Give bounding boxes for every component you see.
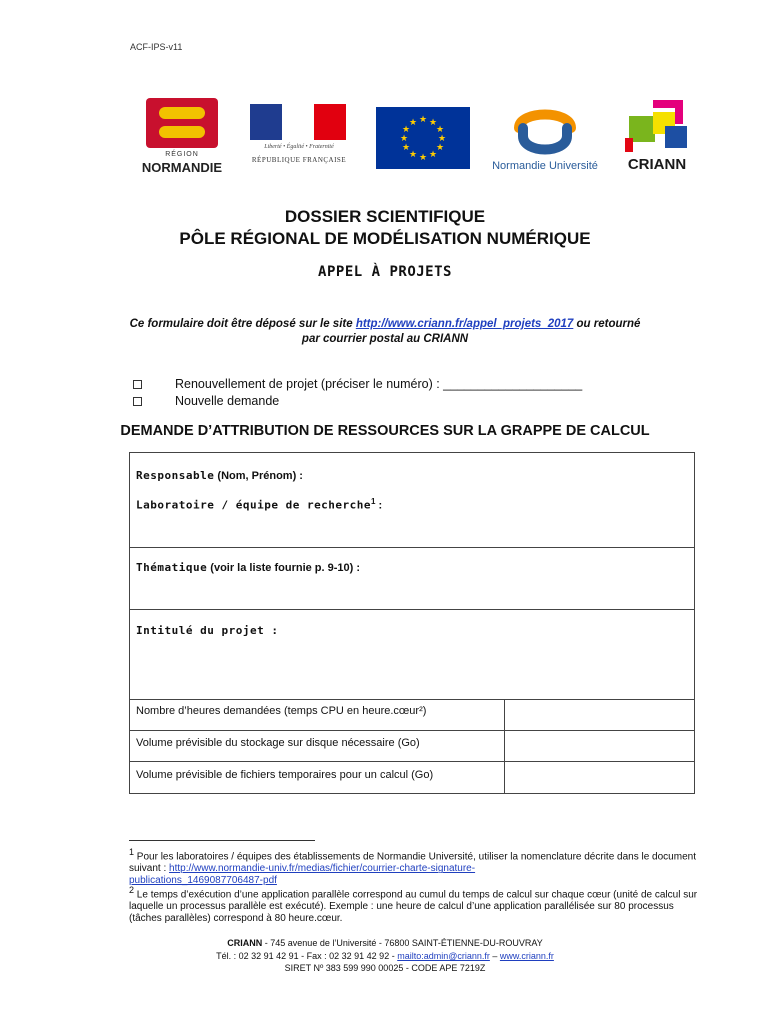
intro-text-after: ou retourné [573, 318, 641, 330]
footer-address: CRIANN - 745 avenue de l’Université - 76800 SAINT-ÉTIENNE-DU-ROUVRAY [227, 938, 543, 948]
fichiers-temporaires-label: Volume prévisible de fichiers temporaires pour un calcul (Go) [136, 769, 434, 781]
responsable-section[interactable] [130, 453, 694, 547]
republique-name: RÉPUBLIQUE FRANÇAISE [251, 156, 347, 164]
footer-web-link[interactable]: www.criann.fr [499, 951, 554, 961]
republique-motto: Liberté • Égalité • Fraternité [264, 144, 334, 150]
nouvelle-demande-checkbox[interactable] [133, 397, 142, 406]
fichiers-temporaires-field[interactable] [505, 762, 694, 793]
normandie-name-label: NORMANDIE [141, 160, 223, 175]
document-subtitle: PÔLE RÉGIONAL DE MODÉLISATION NUMÉRIQUE [179, 229, 591, 248]
intro-line-2: par courrier postal au CRIANN [301, 333, 469, 345]
stockage-label: Volume prévisible du stockage sur disque nécessaire (Go) [136, 737, 420, 749]
criann-label: CRIANN [627, 156, 687, 173]
republique-francaise-logo [246, 104, 352, 174]
call-for-projects-title: APPEL À PROJETS [318, 264, 452, 280]
footnote-1: $^1$ Pour les laboratoires / équipes des établissements de Normandie Université, utiliser la nomenclature décrite dans le document suivant : http://www.normandie-univ.fr/medias/fichier/courrier-charte-signature- publications_1469087706487-pdf [129, 847, 696, 887]
request-form [129, 452, 695, 794]
nouvelle-demande-label: Nouvelle demande [175, 394, 280, 408]
document-title: DOSSIER SCIENTIFIQUE [284, 207, 486, 226]
heures-cpu-label: Nombre d’heures demandées (temps CPU en heure.cœur²) [136, 705, 427, 717]
criann-mark-icon [619, 98, 695, 154]
intro-text: Ce formulaire doit être déposé sur le site [129, 318, 356, 330]
footer-mail-link[interactable]: mailto:admin@criann.fr [397, 951, 490, 961]
laboratoire-label: Laboratoire / équipe de recherche$^1$ : [136, 497, 383, 512]
normandie-region-label: RÉGION [165, 151, 199, 158]
nomenclature-link[interactable]: http://www.normandie-univ.fr/medias/fichier/courrier-charte-signature- publications_1469087706487-pdf [129, 863, 476, 887]
renouvellement-checkbox[interactable] [133, 380, 142, 389]
footer-siret: SIRET Nº 383 599 990 00025 - CODE APE 7219Z [284, 963, 486, 973]
footnote-rule [129, 840, 315, 841]
thematique-section[interactable] [130, 548, 694, 609]
french-flag-icon [250, 104, 346, 140]
intitule-section[interactable] [130, 610, 694, 699]
thematique-label: Thématique (voir la liste fournie p. 9-10) : [136, 561, 361, 574]
footer-contact: Tél. : 02 32 91 42 91 - Fax : 02 32 91 42 92 - mailto:admin@criann.fr – www.criann.fr [216, 951, 554, 961]
normandie-universite-logo [483, 102, 607, 178]
responsable-label: Responsable (Nom, Prénom) : [136, 469, 303, 482]
footnote-2: $^2$ Le temps d’exécution d’une application parallèle correspond au cumul du temps de calcul sur chaque cœur (unité de calcul sur laquelle un processus parallèle est exécuté). Exemple : une heure de calcul d’une application parallélisée sur 80 processus (tâches parallèles) correspond à 80 heure.cœur. [129, 885, 698, 925]
normandie-shield-icon [146, 98, 218, 148]
section-heading: DEMANDE D’ATTRIBUTION DE RESSOURCES SUR LA GRAPPE DE CALCUL [120, 423, 650, 439]
european-union-flag-icon: ★ ★ ★ ★ ★ ★ ★ ★ ★ ★ ★ ★ [376, 107, 470, 169]
region-normandie-logo [132, 98, 232, 176]
document-reference: ACF-IPS-v11 [130, 42, 183, 52]
intitule-label: Intitulé du projet : [136, 624, 279, 637]
heures-cpu-field[interactable] [505, 700, 694, 730]
stockage-field[interactable] [505, 731, 694, 761]
criann-logo [619, 98, 695, 178]
renouvellement-label: Renouvellement de projet (préciser le numéro) : ____________________ [175, 377, 583, 391]
normandie-universite-label: Normandie Université [492, 160, 598, 172]
normandie-universite-mark-icon [513, 106, 577, 156]
intro-line-1 [0, 318, 770, 330]
appel-projets-link[interactable]: http://www.criann.fr/appel_projets_2017 [355, 318, 574, 330]
